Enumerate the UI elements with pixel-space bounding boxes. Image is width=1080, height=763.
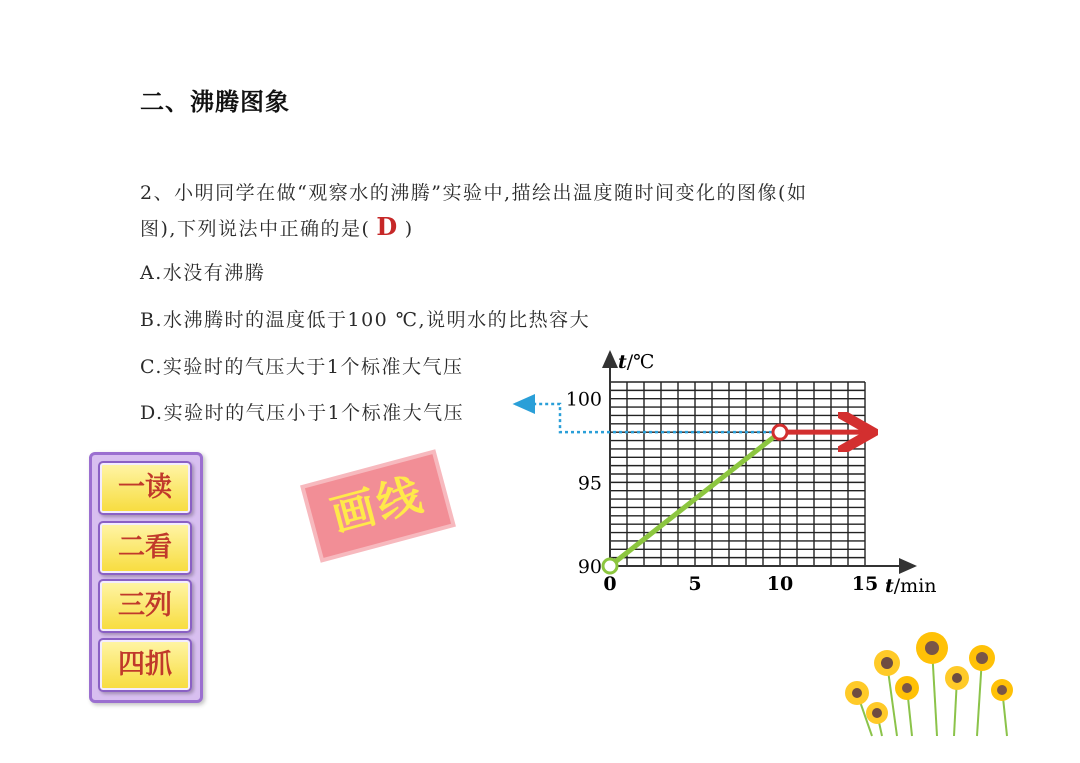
step-list-button[interactable]: 三列 [98,579,192,633]
x-tick-label: 15 [851,573,879,595]
sunflower-decoration [842,618,1022,738]
chart-grid [610,382,865,566]
option-c[interactable]: C.实验时的气压大于1个标准大气压 [140,356,464,378]
option-a[interactable]: A.水没有沸腾 [140,262,266,284]
start-point [603,559,617,573]
question-stem-prefix: 图),下列说法中正确的是( [140,218,371,240]
x-axis-label-unit: /min [893,575,937,597]
method-button-panel [89,452,203,703]
step-look-button[interactable]: 二看 [98,521,192,575]
option-d[interactable]: D.实验时的气压小于1个标准大气压 [140,402,465,424]
x-axis-label-var: t [885,575,894,597]
y-axis-label [618,351,654,373]
heating-series-line [610,432,780,566]
question-stem-suffix: ) [404,218,414,240]
x-tick-label: 10 [766,573,794,595]
y-axis-label-unit: /℃ [626,351,655,373]
y-axis-label-var: t [618,351,627,373]
y-tick-label: 100 [565,388,602,411]
y-tick-label: 90 [577,556,602,578]
step-grasp-button[interactable]: 四抓 [98,638,192,692]
boiling-point-marker [773,425,787,439]
y-tick-label: 95 [577,472,602,495]
question-stem-line2 [140,212,414,241]
option-b[interactable]: B.水沸腾时的温度低于100 ℃,说明水的比热容大 [140,309,591,331]
section-title: 二、沸腾图象 [140,88,290,116]
step-read-button[interactable]: 一读 [98,461,192,515]
x-tick-label: 5 [688,573,702,595]
sunflower-icons [845,632,1013,724]
answer-mark: D [376,212,399,241]
x-tick-label: 0 [603,573,617,595]
x-axis-label [885,575,937,597]
underline-stamp: 画线 [305,454,451,558]
question-stem-line1: 2、小明同学在做“观察水的沸腾”实验中,描绘出温度随时间变化的图像(如 [140,182,808,204]
boiling-point-reference-line [515,404,772,432]
